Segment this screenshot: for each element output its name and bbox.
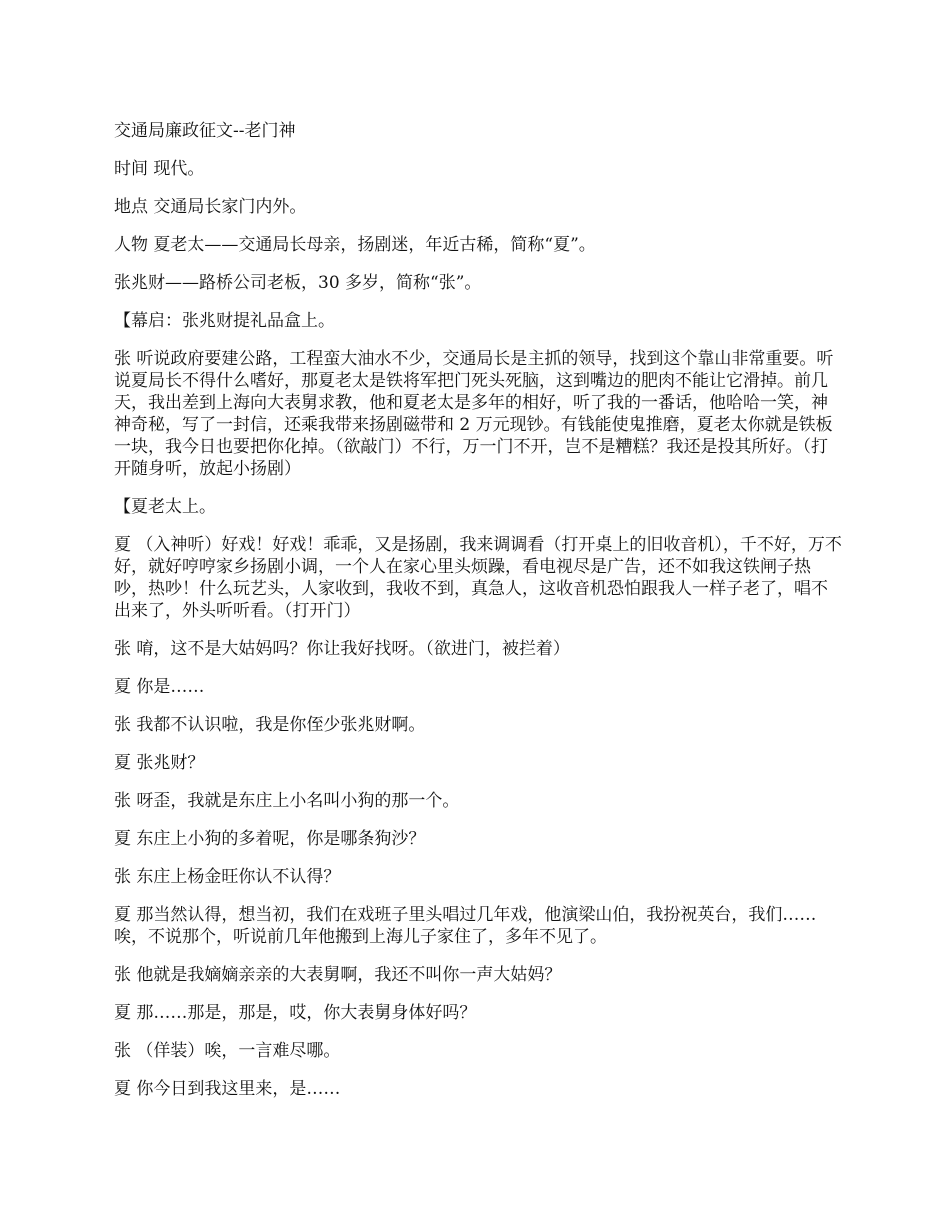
dialogue-line: 张 我都不认识啦，我是你侄少张兆财啊。 [114, 715, 426, 735]
dialogue-zhang-monologue: 张 听说政府要建公路，工程蛮大油水不少，交通局长是主抓的领导，找到这个靠山非常重要。听说夏局长不得什么嗜好，那夏老太是铁将军把门死头死脑，这到嘴边的肥肉不能让它滑掉。前几天，我出差到上海向大表舅求教，他和夏老太是多年的相好，听了我的一番话，他哈哈一笑，神神奇秘，写了一封信，还乘我带来扬剧磁带和 2 万元现钞。有钱能使鬼推磨，夏老太你就是铁板一块，我今日也要把你化掉。（欲敲门）不行，万一门不开，岂不是糟糕？我还是投其所好。（打开随身听，放起小扬剧） [114, 349, 834, 479]
dialogue-line: 夏 那……那是，那是，哎，你大表舅身体好吗？ [114, 1003, 477, 1023]
paragraph-place: 地点 交通局长家门内外。 [114, 197, 307, 217]
dialogue-line: 张 东庄上杨金旺你认不认得？ [114, 867, 341, 887]
dialogue-line: 夏 东庄上小狗的多着呢，你是哪条狗沙？ [114, 829, 426, 849]
dialogue-line: 夏 你是…… [114, 677, 205, 697]
document-title: 交通局廉政征文--老门神 [114, 121, 296, 141]
dialogue-line: 张 唷，这不是大姑妈吗？你让我好找呀。（欲进门，被拦着） [114, 639, 570, 659]
document-page [114, 120, 844, 1116]
paragraph-character-xia: 人物 夏老太——交通局长母亲，扬剧迷，年近古稀，简称“夏”。 [114, 235, 596, 255]
dialogue-line: 张 呀歪，我就是东庄上小名叫小狗的那一个。 [114, 791, 460, 811]
dialogue-xia-radio: 夏 （入神听）好戏！好戏！乖乖，又是扬剧，我来调调看（打开桌上的旧收音机），千不好，万不好，就好哼哼家乡扬剧小调，一个人在家心里头烦躁，看电视尽是广告，还不如我这铁闸子热吵，热吵！什么玩艺头，人家收到，我收不到，真急人，这收音机恐怕跟我人一样子老了，唱不出来了，外头听听看。（打开门） [114, 535, 842, 621]
paragraph-character-zhang: 张兆财——路桥公司老板，30 多岁，简称“张”。 [114, 273, 482, 293]
dialogue-line: 夏 张兆财？ [114, 753, 205, 773]
stage-direction-xia-enters: 【夏老太上。 [114, 497, 216, 517]
stage-direction-curtain: 【幕启：张兆财提礼品盒上。 [114, 311, 335, 331]
dialogue-line: 张 （佯装）唉，一言难尽哪。 [114, 1041, 341, 1061]
paragraph-time: 时间 现代。 [114, 159, 205, 179]
dialogue-line: 张 他就是我嫡嫡亲亲的大表舅啊，我还不叫你一声大姑妈？ [114, 965, 562, 985]
dialogue-line: 夏 你今日到我这里来，是…… [114, 1079, 341, 1099]
dialogue-line: 夏 那当然认得，想当初，我们在戏班子里头唱过几年戏，他演梁山伯，我扮祝英台，我们……唉，不说那个，听说前几年他搬到上海儿子家住了，多年不见了。 [114, 905, 817, 947]
